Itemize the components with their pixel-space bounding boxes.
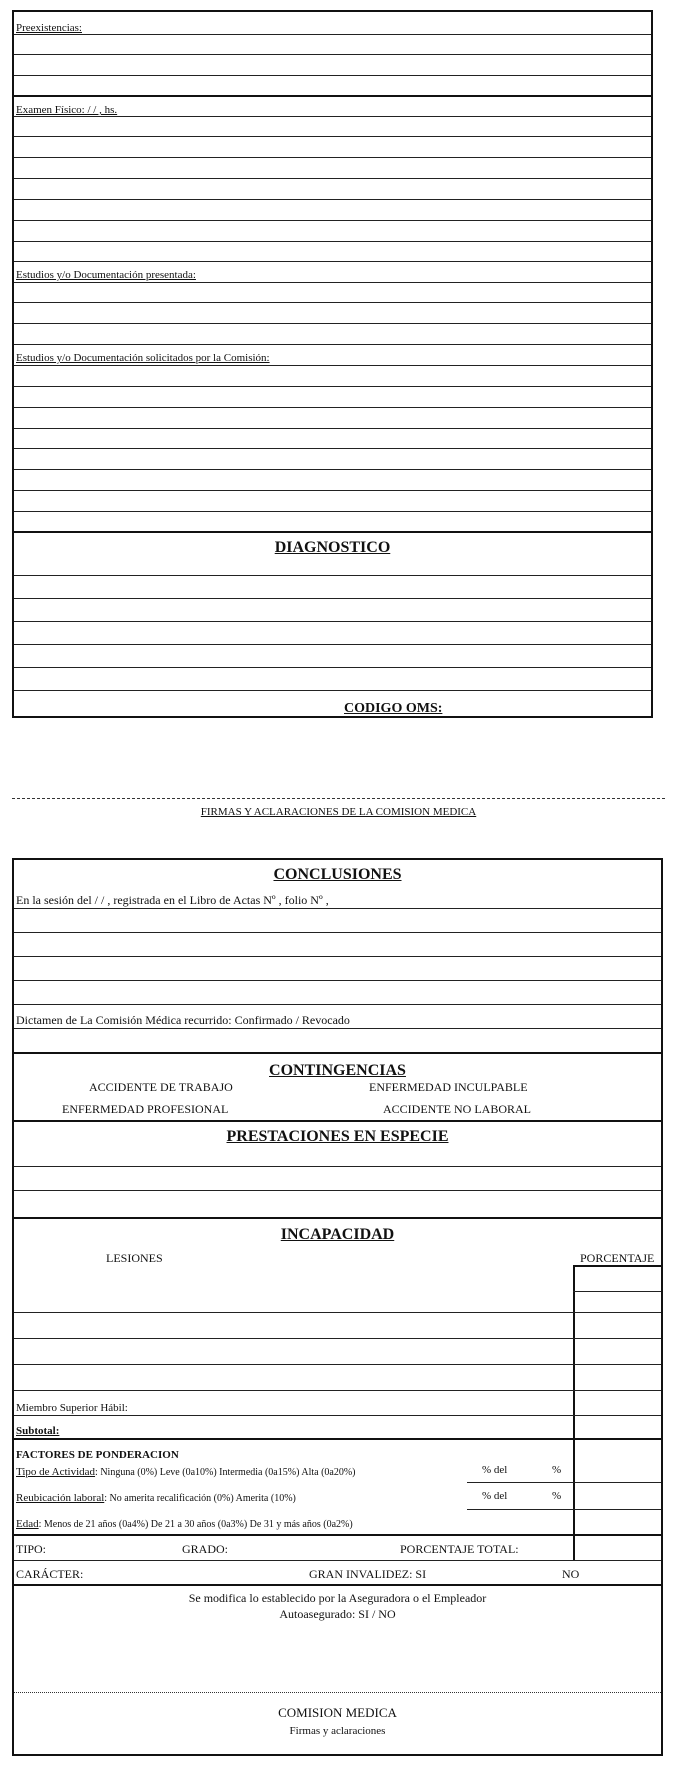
contingencias-title: CONTINGENCIAS [269,1062,406,1079]
reubicacion-text: : No amerita recalificación (0%) Amerita (10%) [104,1493,296,1504]
incapacidad-title: INCAPACIDAD [280,1226,395,1243]
tipo-label: TIPO: [16,1542,46,1556]
examen-fisico-label: Examen Físico: / / , hs. [16,104,118,116]
estudios-solicitados-label: Estudios y/o Documentación solicitados por la Comisión: [16,352,270,364]
porcentaje-total-label: PORCENTAJE TOTAL: [400,1542,519,1556]
edad-text: : Menos de 21 años (0a4%) De 21 a 30 años (0a3%) De 31 y más años (0a2%) [38,1519,353,1530]
tipo-actividad-row [16,1465,356,1480]
firmas-comision-label: FIRMAS Y ACLARACIONES DE LA COMISION MEDICA [200,806,477,818]
preexistencias-label: Preexistencias: [16,22,82,34]
reubicacion-label: Reubicación laboral [16,1492,105,1504]
firmas-aclaraciones-label: Firmas y aclaraciones [289,1725,386,1737]
codigo-oms-label: CODIGO OMS: [344,701,443,716]
porcentaje-header: PORCENTAJE [580,1251,655,1265]
tipo-actividad-label: Tipo de Actividad [16,1466,96,1478]
factores-title: FACTORES DE PONDERACION [16,1449,179,1461]
diagnostico-title: DIAGNOSTICO [274,539,391,556]
signature-line [12,798,665,799]
miembro-superior-label: Miembro Superior Hábil: [16,1402,128,1414]
estudios-presentada-label: Estudios y/o Documentación presentada: [16,269,196,281]
session-line: En la sesión del / / , registrada en el Libro de Actas Nº , folio Nº , [16,893,329,907]
conclusiones-title: CONCLUSIONES [273,866,402,883]
porcentaje-column-divider [573,1265,575,1560]
reubicacion-pct: % [552,1490,562,1502]
lesiones-header: LESIONES [106,1251,163,1265]
grado-label: GRADO: [182,1542,229,1556]
subtotal-label: Subtotal: [16,1425,60,1437]
modifica-line-2: Autoasegurado: SI / NO [279,1607,396,1621]
comision-medica-label: COMISION MEDICA [278,1705,397,1720]
reubicacion-row [16,1491,296,1506]
prestaciones-title: PRESTACIONES EN ESPECIE [226,1128,449,1145]
accidente-no-laboral: ACCIDENTE NO LABORAL [383,1102,531,1116]
dictamen-line: Dictamen de La Comisión Médica recurrido: Confirmado / Revocado [16,1013,350,1027]
modifica-line-1: Se modifica lo establecido por la Aseguradora o el Empleador [188,1591,487,1605]
edad-label: Edad [16,1518,39,1530]
tipo-pct: % [552,1464,562,1476]
tipo-pct-del: % del [482,1464,508,1476]
enfermedad-profesional: ENFERMEDAD PROFESIONAL [62,1102,229,1116]
reubicacion-pct-del: % del [482,1490,508,1502]
accidente-trabajo: ACCIDENTE DE TRABAJO [89,1080,233,1094]
enfermedad-inculpable: ENFERMEDAD INCULPABLE [369,1080,528,1094]
top-form [12,10,653,718]
gran-invalidez-no: NO [562,1567,580,1581]
tipo-actividad-text: : Ninguna (0%) Leve (0a10%) Intermedia (0a15%) Alta (0a20%) [95,1467,356,1478]
caracter-label: CARÁCTER: [16,1567,84,1581]
conclusiones-form [12,858,663,1756]
signature-dotted-line [14,1692,661,1693]
edad-row [16,1517,353,1532]
gran-invalidez-label: GRAN INVALIDEZ: SI [309,1567,427,1581]
